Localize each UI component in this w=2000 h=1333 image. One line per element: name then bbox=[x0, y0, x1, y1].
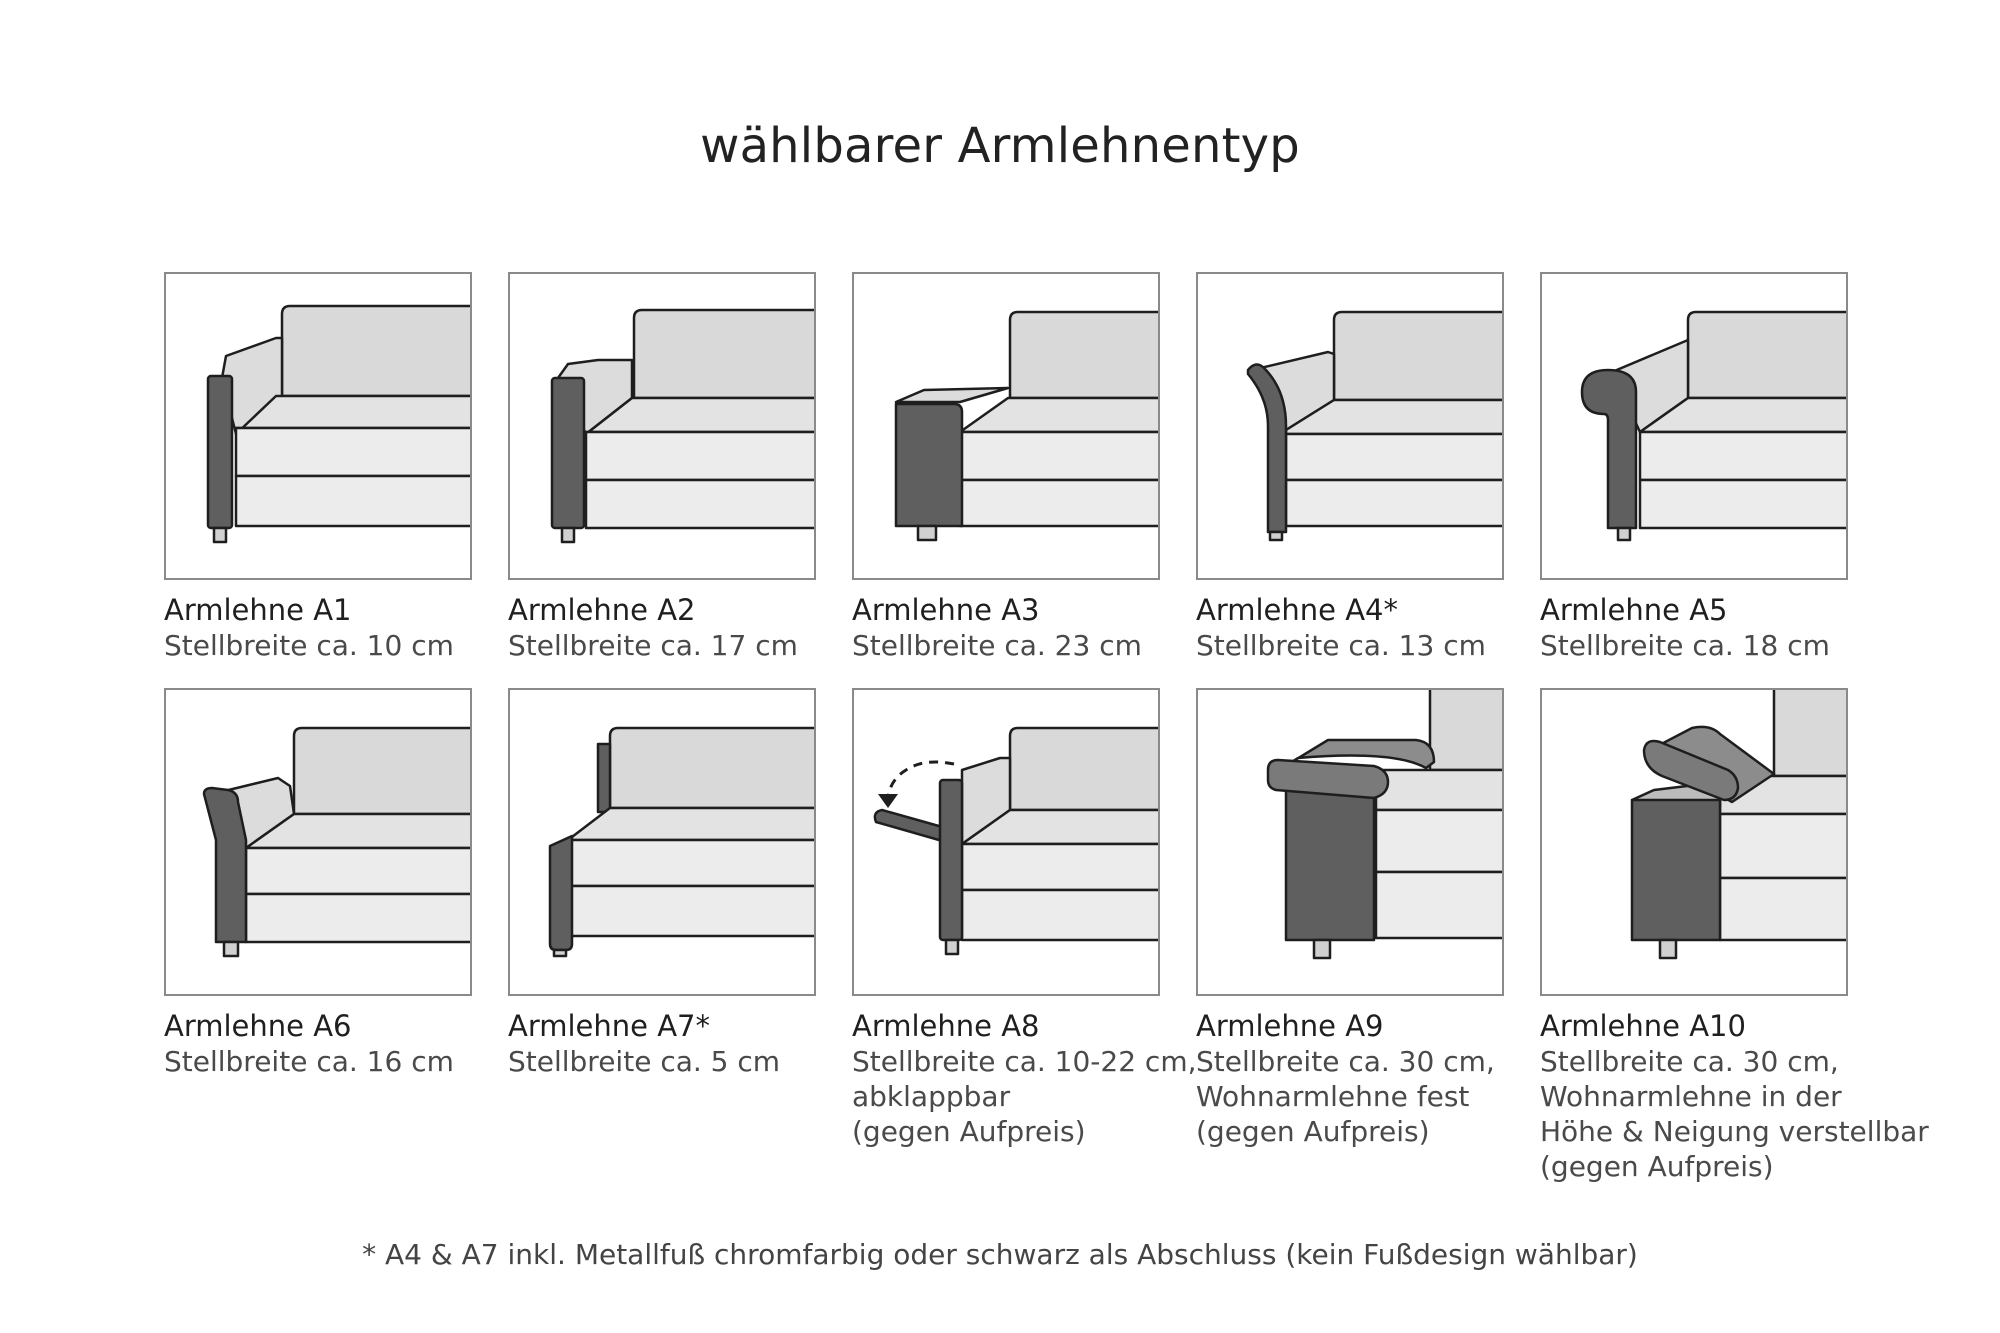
armrest-desc-line: Stellbreite ca. 23 cm bbox=[852, 629, 1142, 662]
armrest-illustration-a2 bbox=[508, 272, 816, 580]
armrest-desc-line: (gegen Aufpreis) bbox=[1540, 1150, 1774, 1183]
armrest-label: Armlehne A10 bbox=[1540, 1009, 1746, 1043]
armrest-label: Armlehne A4* bbox=[1196, 593, 1399, 627]
armrest-illustration-a10 bbox=[1540, 688, 1848, 996]
armrest-card-a7 bbox=[508, 688, 888, 1079]
armrest-desc-line: Stellbreite ca. 13 cm bbox=[1196, 629, 1486, 662]
armrest-desc-line: Wohnarmlehne in der bbox=[1540, 1080, 1842, 1113]
armrest-desc-line: Höhe & Neigung verstellbar bbox=[1540, 1115, 1929, 1148]
armrest-illustration-a5 bbox=[1540, 272, 1848, 580]
armrest-illustration-a1 bbox=[164, 272, 472, 580]
armrest-label: Armlehne A5 bbox=[1540, 593, 1728, 627]
armrest-illustration-a3 bbox=[852, 272, 1160, 580]
armrest-desc-line: (gegen Aufpreis) bbox=[1196, 1115, 1430, 1148]
page-title: wählbarer Armlehnentyp bbox=[700, 118, 1300, 174]
armrest-desc-line: Stellbreite ca. 5 cm bbox=[508, 1045, 781, 1078]
armrest-card-a2 bbox=[508, 272, 888, 663]
armrest-illustration-a6 bbox=[164, 688, 472, 996]
armrest-card-a4 bbox=[1196, 272, 1576, 663]
armrest-desc-line: Stellbreite ca. 30 cm, bbox=[1540, 1045, 1839, 1078]
armrest-illustration-a4 bbox=[1196, 272, 1504, 580]
armrest-desc-line: Stellbreite ca. 10 cm bbox=[164, 629, 454, 662]
armrest-card-a10 bbox=[1540, 688, 1929, 1184]
armrest-card-a6 bbox=[164, 688, 544, 1079]
armrest-desc-line: (gegen Aufpreis) bbox=[852, 1115, 1086, 1148]
armrest-card-a5 bbox=[1540, 272, 1920, 663]
armrest-card-a8 bbox=[852, 688, 1232, 1149]
armrest-card-a3 bbox=[852, 272, 1232, 663]
armrest-illustration-a7 bbox=[508, 688, 816, 996]
armrest-label: Armlehne A1 bbox=[164, 593, 352, 627]
armrest-card-a1 bbox=[164, 272, 544, 663]
armrest-desc-line: Stellbreite ca. 10-22 cm, bbox=[852, 1045, 1197, 1078]
armrest-illustration-a9 bbox=[1196, 688, 1504, 996]
armrest-desc-line: abklappbar bbox=[852, 1080, 1011, 1113]
armrest-label: Armlehne A2 bbox=[508, 593, 696, 627]
armrest-desc-line: Stellbreite ca. 30 cm, bbox=[1196, 1045, 1495, 1078]
armrest-label: Armlehne A8 bbox=[852, 1009, 1040, 1043]
footnote: * A4 & A7 inkl. Metallfuß chromfarbig oder schwarz als Abschluss (kein Fußdesign wählbar) bbox=[362, 1238, 1638, 1271]
armrest-label: Armlehne A3 bbox=[852, 593, 1040, 627]
armrest-label: Armlehne A7* bbox=[508, 1009, 711, 1043]
armrest-illustration-a8 bbox=[852, 688, 1160, 996]
armrest-label: Armlehne A9 bbox=[1196, 1009, 1384, 1043]
armrest-desc-line: Stellbreite ca. 16 cm bbox=[164, 1045, 454, 1078]
armrest-label: Armlehne A6 bbox=[164, 1009, 352, 1043]
armrest-desc-line: Wohnarmlehne fest bbox=[1196, 1080, 1470, 1113]
armrest-desc-line: Stellbreite ca. 18 cm bbox=[1540, 629, 1830, 662]
armrest-desc-line: Stellbreite ca. 17 cm bbox=[508, 629, 798, 662]
armrest-card-a9 bbox=[1196, 688, 1576, 1149]
